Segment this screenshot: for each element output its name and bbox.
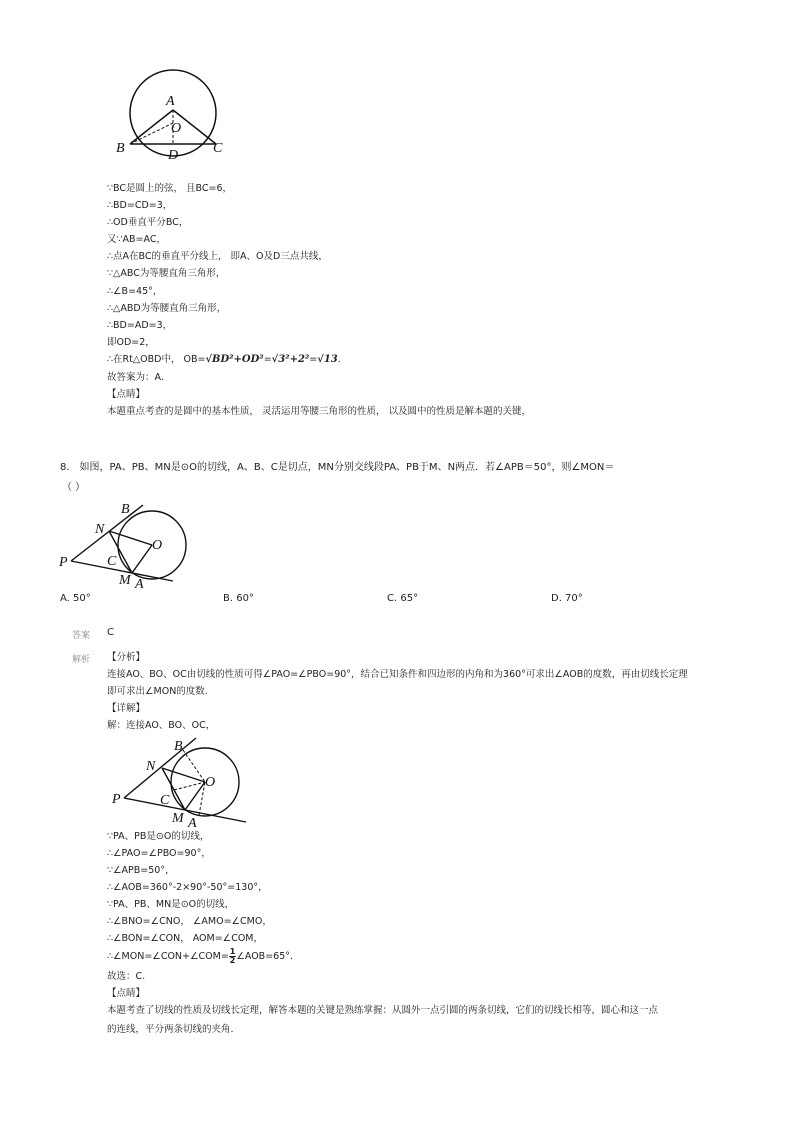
label-b: B [121, 502, 130, 517]
option-d[interactable]: D. 70° [551, 593, 583, 604]
label-m: M [119, 573, 131, 588]
segment-ab [130, 110, 173, 144]
label-p: P [112, 792, 121, 807]
step-line: ∴∠BNO=∠CNO， ∠AMO=∠CMO， [107, 916, 272, 927]
tangent-figure-solution [108, 734, 248, 829]
step-line: ∴∠BON=∠CON， AOM=∠COM， [107, 933, 263, 944]
solution-line: ∴∠B=45°， [107, 286, 163, 297]
label-n: N [95, 522, 105, 537]
label-b: B [116, 141, 125, 156]
tangent-pb [124, 738, 196, 798]
step-line: ∵PA、PB是⊙O的切线， [107, 831, 210, 842]
solution-line: ∴BD=AD=3， [107, 320, 173, 331]
fraction-denominator: 2 [229, 956, 236, 965]
solution-line: ∵BC是圆上的弦， 且BC=6， [107, 183, 233, 194]
fenxi-label: 【分析】 [107, 652, 146, 663]
label-c: C [160, 793, 170, 808]
mon-prefix: ∴∠MON=∠CON+∠COM= [107, 951, 229, 962]
answer-label: 答案 [72, 631, 91, 641]
ob-expr-2: √3²+2² [271, 354, 310, 365]
question-8-stem: 8． 如图，PA、PB、MN是⊙O的切线，A、B、C是切点，MN分别交线段PA、PB于M、N两点．若∠APB＝50°，则∠MON＝ [60, 462, 615, 473]
fraction-numerator: 1 [229, 947, 236, 956]
solution-line: ∴点A在BC的垂直平分线上， 即A、O及D三点共线， [107, 251, 328, 262]
choose-line: 故选：C. [107, 971, 146, 982]
circle-triangle-figure [110, 68, 235, 168]
label-p: P [59, 555, 68, 570]
dianjing-line-1: 本题考查了切线的性质及切线长定理，解答本题的关键是熟练掌握：从圆外一点引圆的两条切线，它们的切线长相等，圆心和这一点 [107, 1005, 659, 1016]
solution-line: ∴△ABD为等腰直角三角形， [107, 303, 227, 314]
option-a[interactable]: A. 50° [60, 593, 91, 604]
xiangjie-label: 【详解】 [107, 703, 146, 714]
solution-line: 又∵AB=AC， [107, 234, 166, 245]
xiangjie-intro: 解：连接AO、BO、OC， [107, 720, 216, 731]
step-line: ∵PA、PB、MN是⊙O的切线， [107, 899, 235, 910]
ob-expr-1: √BD²+OD² [205, 354, 264, 365]
tangent-pb [71, 505, 143, 561]
analysis-label: 解析 [72, 655, 91, 665]
tangent-figure [55, 497, 195, 592]
option-b[interactable]: B. 60° [223, 593, 254, 604]
label-m: M [172, 811, 184, 826]
fenxi-line-2: 即可求出∠MON的度数. [107, 686, 208, 697]
solution-line: ∴OD垂直平分BC， [107, 217, 189, 228]
label-c: C [213, 141, 223, 156]
step-line: ∴∠PAO=∠PBO=90°， [107, 848, 211, 859]
segment-bo [183, 750, 205, 782]
dianjing-text: 本题重点考查的是圆中的基本性质， 灵活运用等腰三角形的性质， 以及圆中的性质是解本题的关键， [107, 406, 532, 417]
segment-mo [132, 545, 152, 573]
answer-line: 故答案为：A. [107, 372, 164, 383]
label-a: A [166, 94, 175, 109]
label-a: A [135, 577, 144, 592]
option-c[interactable]: C. 65° [387, 593, 419, 604]
label-n: N [146, 759, 156, 774]
ob-expr-3: √13 [317, 354, 338, 365]
dianjing-line-2: 的连线，平分两条切线的夹角. [107, 1024, 234, 1035]
solution-line: ∴BD=CD=3， [107, 200, 173, 211]
answer-value: C [107, 627, 114, 638]
solution-line: 即OD=2， [107, 337, 155, 348]
label-o: O [152, 538, 163, 553]
label-a: A [188, 816, 197, 829]
label-o: O [171, 121, 182, 136]
question-8-blank: （ ） [62, 482, 86, 493]
label-d: D [168, 148, 179, 163]
step-line: ∴∠AOB=360°-2×90°-50°=130°， [107, 882, 268, 893]
ob-end: . [337, 354, 341, 365]
step-line: ∵∠APB=50°， [107, 865, 175, 876]
ob-formula-line [107, 352, 341, 368]
ob-prefix: ∴在Rt△OBD中， OB= [107, 354, 206, 365]
mon-formula-line [107, 948, 300, 965]
label-c: C [107, 554, 117, 569]
dianjing-label-2: 【点睛】 [107, 988, 146, 999]
ob-eq-2: = [309, 354, 318, 365]
mon-suffix: ∠AOB=65°． [236, 951, 300, 962]
label-o: O [205, 775, 216, 790]
ob-eq: = [263, 354, 272, 365]
dianjing-label: 【点睛】 [107, 389, 146, 400]
label-b: B [174, 739, 183, 754]
fenxi-line-1: 连接AO、BO、OC由切线的性质可得∠PAO=∠PBO=90°，结合已知条件和四边形的内角和为360°可求出∠AOB的度数，再由切线长定理 [107, 669, 688, 680]
segment-mo [185, 782, 205, 810]
solution-line: ∵△ABC为等腰直角三角形， [107, 268, 226, 279]
